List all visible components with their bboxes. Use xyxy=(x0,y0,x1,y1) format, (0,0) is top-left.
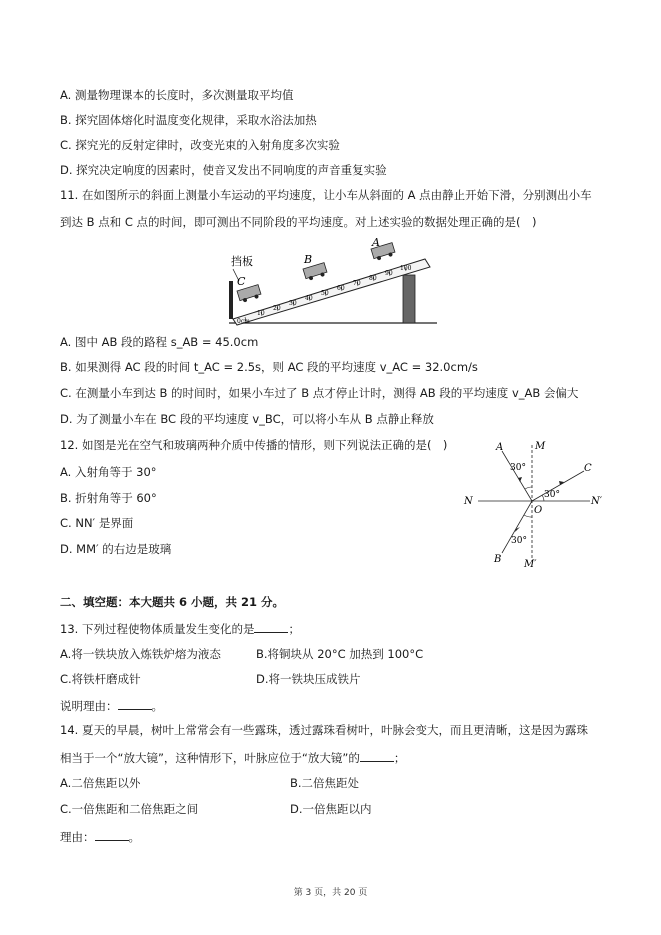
ruler-label-80: 80 xyxy=(369,275,377,282)
q10-option-b: B. 探究固体熔化时温度变化规律，采取水浴法加热 xyxy=(60,113,317,127)
q14-stem-line2-text: 相当于一个“放大镜”，这种情形下，叶脉应位于“放大镜”的 xyxy=(60,751,360,765)
q13-stem-text: 13. 下列过程使物体质量发生变化的是 xyxy=(60,622,255,636)
q14-answer-blank[interactable] xyxy=(360,749,394,762)
q13-stem-end: ； xyxy=(288,622,300,636)
angle-arc-1 xyxy=(525,487,532,489)
q13-stem xyxy=(60,620,300,637)
ruler-label-90: 90 xyxy=(385,270,393,277)
q12-option-c: C. NN′ 是界面 xyxy=(60,516,134,530)
ruler-label-40: 40 xyxy=(305,295,313,302)
q14-reason-label: 理由： xyxy=(60,830,95,844)
q12-stem: 12. 如图是光在空气和玻璃两种介质中传播的情形，则下列说法正确的是( ) xyxy=(60,438,448,452)
ruler-label-10: 10 xyxy=(257,310,265,317)
q11-stem-line2: 到达 B 点和 C 点的时间，即可测出不同阶段的平均速度。对上述实验的数据处理正确的是( ) xyxy=(60,215,537,229)
ruler-start-label: 0cm xyxy=(237,318,250,325)
q14-option-d: D.一倍焦距以内 xyxy=(290,802,372,816)
q13-reason-blank[interactable] xyxy=(118,697,152,710)
ruler-label-70: 70 xyxy=(353,280,361,287)
ruler-label-30: 30 xyxy=(289,300,297,307)
q10-option-c: C. 探究光的反射定律时，改变光束的入射角度多次实验 xyxy=(60,138,340,152)
ruler-label-60: 60 xyxy=(337,285,345,292)
arrow-ao xyxy=(518,477,522,482)
refraction-figure xyxy=(460,437,605,570)
q11-option-a: A. 图中 AB 段的路程 s_AB = 45.0cm xyxy=(60,335,259,349)
angle-arc-3 xyxy=(524,515,532,517)
q13-option-b: B.将铜块从 20°C 加热到 100°C xyxy=(256,647,424,661)
q10-option-a: A. 测量物理课本的长度时，多次测量取平均值 xyxy=(60,88,294,102)
q11-stem-line1: 11. 在如图所示的斜面上测量小车运动的平均速度，让小车从斜面的 A 点由静止开始下滑，分别测出小车 xyxy=(60,188,592,202)
q13-option-d: D.将一铁块压成铁片 xyxy=(256,672,361,686)
q11-option-d: D. 为了测量小车在 BC 段的平均速度 v_BC，可以将小车从 B 点静止释放 xyxy=(60,412,434,426)
q11-option-b: B. 如果测得 AC 段的时间 t_AC = 2.5s，则 AC 段的平均速度 v_AC = 32.0cm/s xyxy=(60,360,478,374)
ray-label-c: C xyxy=(584,463,592,474)
q14-option-b: B.二倍焦距处 xyxy=(290,776,360,790)
ruler-label-20: 20 xyxy=(273,305,281,312)
point-o-label: O xyxy=(534,505,543,516)
q14-reason xyxy=(60,828,140,845)
ray-ao xyxy=(502,451,532,501)
point-c-label: C xyxy=(237,275,246,288)
q14-stem-line1: 14. 夏天的早晨，树叶上常常会有一些露珠，透过露珠看树叶，叶脉会变大，而且更清晰，这是因为露珠 xyxy=(60,723,588,737)
q13-option-a: A.将一铁块放入炼铁炉熔为液态 xyxy=(60,647,221,661)
ruler-label-100: 100 xyxy=(400,265,412,272)
q13-answer-blank[interactable] xyxy=(254,620,288,633)
q12-option-b: B. 折射角等于 60° xyxy=(60,491,157,505)
page-number-footer: 第 3 页，共 20 页 xyxy=(293,888,368,898)
q14-reason-end: 。 xyxy=(128,830,140,844)
q12-option-d: D. MM′ 的右边是玻璃 xyxy=(60,542,172,556)
ray-label-m-prime: M′ xyxy=(524,559,537,570)
angle-label-1: 30° xyxy=(510,463,526,473)
q14-stem-line2-end: ； xyxy=(393,751,406,765)
section2-title: 二、填空题：本大题共 6 小题，共 21 分。 xyxy=(60,595,285,609)
point-b-label: B xyxy=(304,253,313,266)
ray-label-a: A xyxy=(496,442,504,453)
q12-option-a: A. 入射角等于 30° xyxy=(60,465,157,479)
ruler-label-50: 50 xyxy=(321,290,329,297)
q11-option-c: C. 在测量小车到达 B 的时间时，如果小车过了 B 点才停止计时，测得 AB 段的平均速度 v_AB 会偏大 xyxy=(60,386,579,400)
q13-reason-label: 说明理由： xyxy=(60,699,118,713)
baffle-label: 挡板 xyxy=(231,255,253,268)
q10-option-d: D. 探究决定响度的因素时，使音叉发出不同响度的声音重复实验 xyxy=(60,163,387,177)
incline-support xyxy=(403,275,415,323)
angle-label-2: 30° xyxy=(544,490,560,500)
q14-option-a: A.二倍焦距以外 xyxy=(60,776,141,790)
incline-figure xyxy=(225,235,440,327)
q13-reason xyxy=(60,697,163,714)
ray-label-b: B xyxy=(494,554,502,565)
q14-option-c: C.一倍焦距和二倍焦距之间 xyxy=(60,802,199,816)
q14-stem-line2 xyxy=(60,749,405,766)
q13-option-c: C.将铁杆磨成针 xyxy=(60,672,141,686)
baffle-plate xyxy=(229,281,233,319)
q13-reason-end: 。 xyxy=(151,699,163,713)
ray-label-m: M xyxy=(535,441,546,452)
angle-label-3: 30° xyxy=(511,536,527,546)
point-a-label: A xyxy=(372,236,380,249)
ray-label-n: N xyxy=(464,496,473,507)
ray-label-n-prime: N′ xyxy=(591,496,603,507)
q14-reason-blank[interactable] xyxy=(95,828,129,841)
